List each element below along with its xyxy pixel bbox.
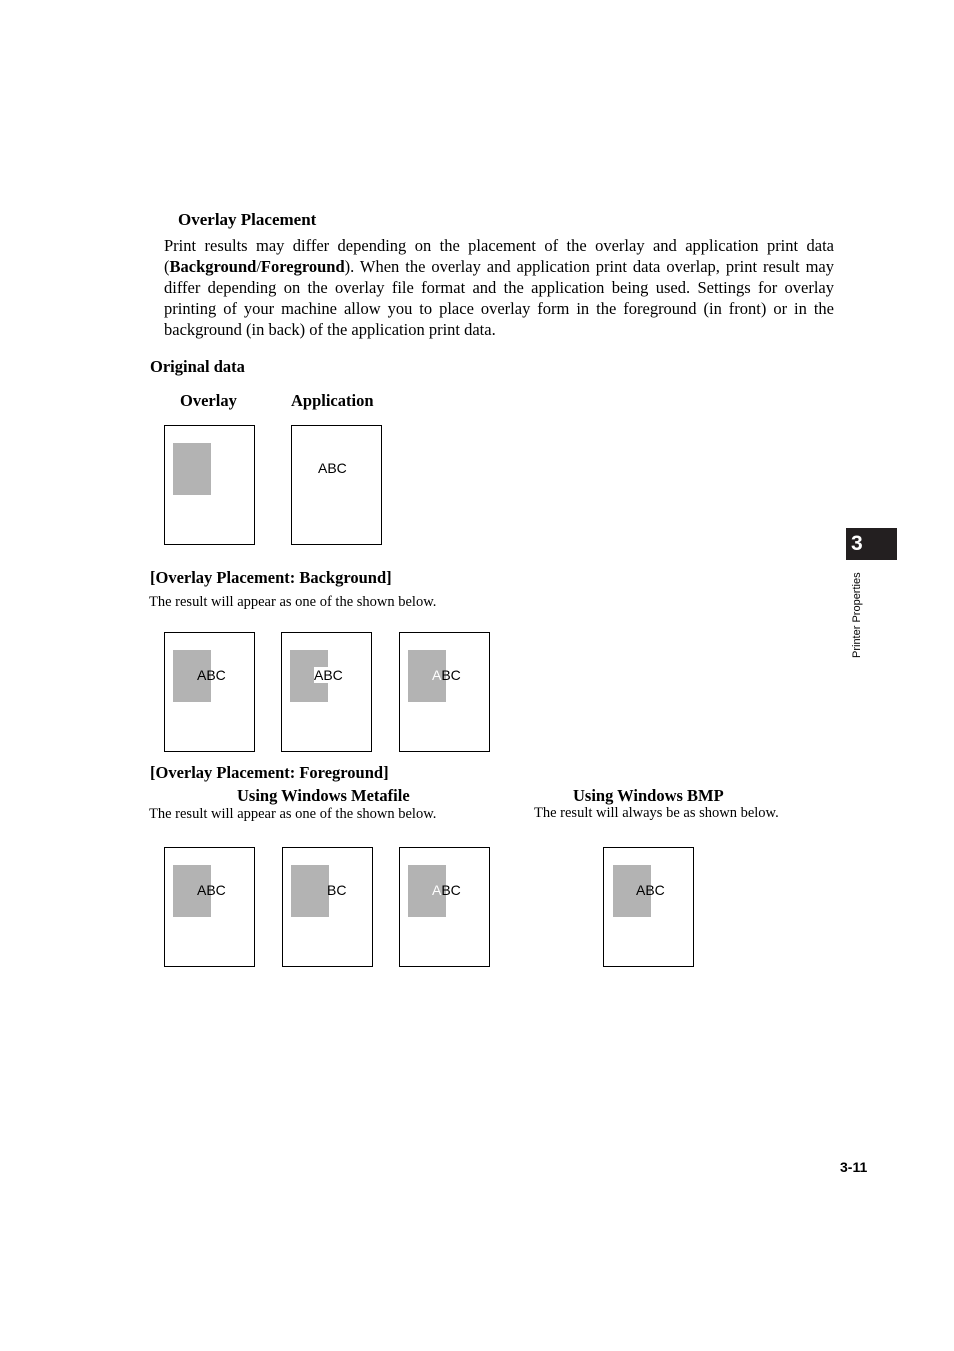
application-label: Application [291, 391, 374, 410]
overlay-form-block [291, 865, 329, 917]
background-heading: [Overlay Placement: Background] [150, 568, 392, 587]
result-text [432, 882, 461, 898]
result-text-visible-part: BC [441, 667, 461, 683]
application-page-illustration [291, 425, 382, 545]
overlay-label: Overlay [180, 391, 237, 410]
background-result-1 [164, 632, 255, 752]
chapter-tab-label: Printer Properties [851, 572, 863, 658]
term-foreground: Foreground [260, 257, 345, 276]
chapter-tab-number: 3 [846, 528, 897, 560]
paragraph-part-1: Print results may differ depending on the placement of the overlay and application print data ( [164, 236, 834, 276]
metafile-result-3 [399, 847, 490, 967]
result-text: ABC [636, 882, 665, 898]
result-text: ABC [314, 667, 343, 683]
background-result-3 [399, 632, 490, 752]
overlay-form-block [173, 443, 211, 495]
application-text: ABC [318, 460, 347, 476]
overlay-page-illustration [164, 425, 255, 545]
result-text: BC [327, 882, 347, 898]
bmp-heading: Using Windows BMP [573, 786, 724, 805]
metafile-heading: Using Windows Metafile [237, 786, 410, 805]
section-title: Overlay Placement [178, 210, 317, 229]
result-text: ABC [197, 667, 226, 683]
original-data-heading: Original data [150, 357, 245, 376]
result-text: ABC [197, 882, 226, 898]
bmp-result [603, 847, 694, 967]
background-note: The result will appear as one of the shown below. [149, 594, 437, 610]
term-background: Background [169, 257, 257, 276]
result-text-hidden-part: A [432, 667, 442, 683]
bmp-note: The result will always be as shown below. [534, 805, 779, 821]
paragraph-part-2: ). When the overlay and application print data overlap, print result may differ depending on the overlay file format and the application being used. Settings for overlay printing of your machine allow you to place overlay form in the foreground (in front) or in the background (in back) of the application print data. [164, 257, 834, 339]
background-result-2 [281, 632, 372, 752]
metafile-result-1 [164, 847, 255, 967]
metafile-note: The result will appear as one of the shown below. [149, 806, 437, 822]
foreground-heading: [Overlay Placement: Foreground] [150, 763, 389, 782]
section-paragraph [164, 235, 834, 340]
result-text [432, 667, 461, 683]
metafile-result-2 [282, 847, 373, 967]
page-number: 3-11 [840, 1159, 868, 1175]
paragraph-slash: / [256, 257, 261, 276]
result-text-hidden-part: A [432, 882, 442, 898]
result-text-visible-part: BC [441, 882, 461, 898]
